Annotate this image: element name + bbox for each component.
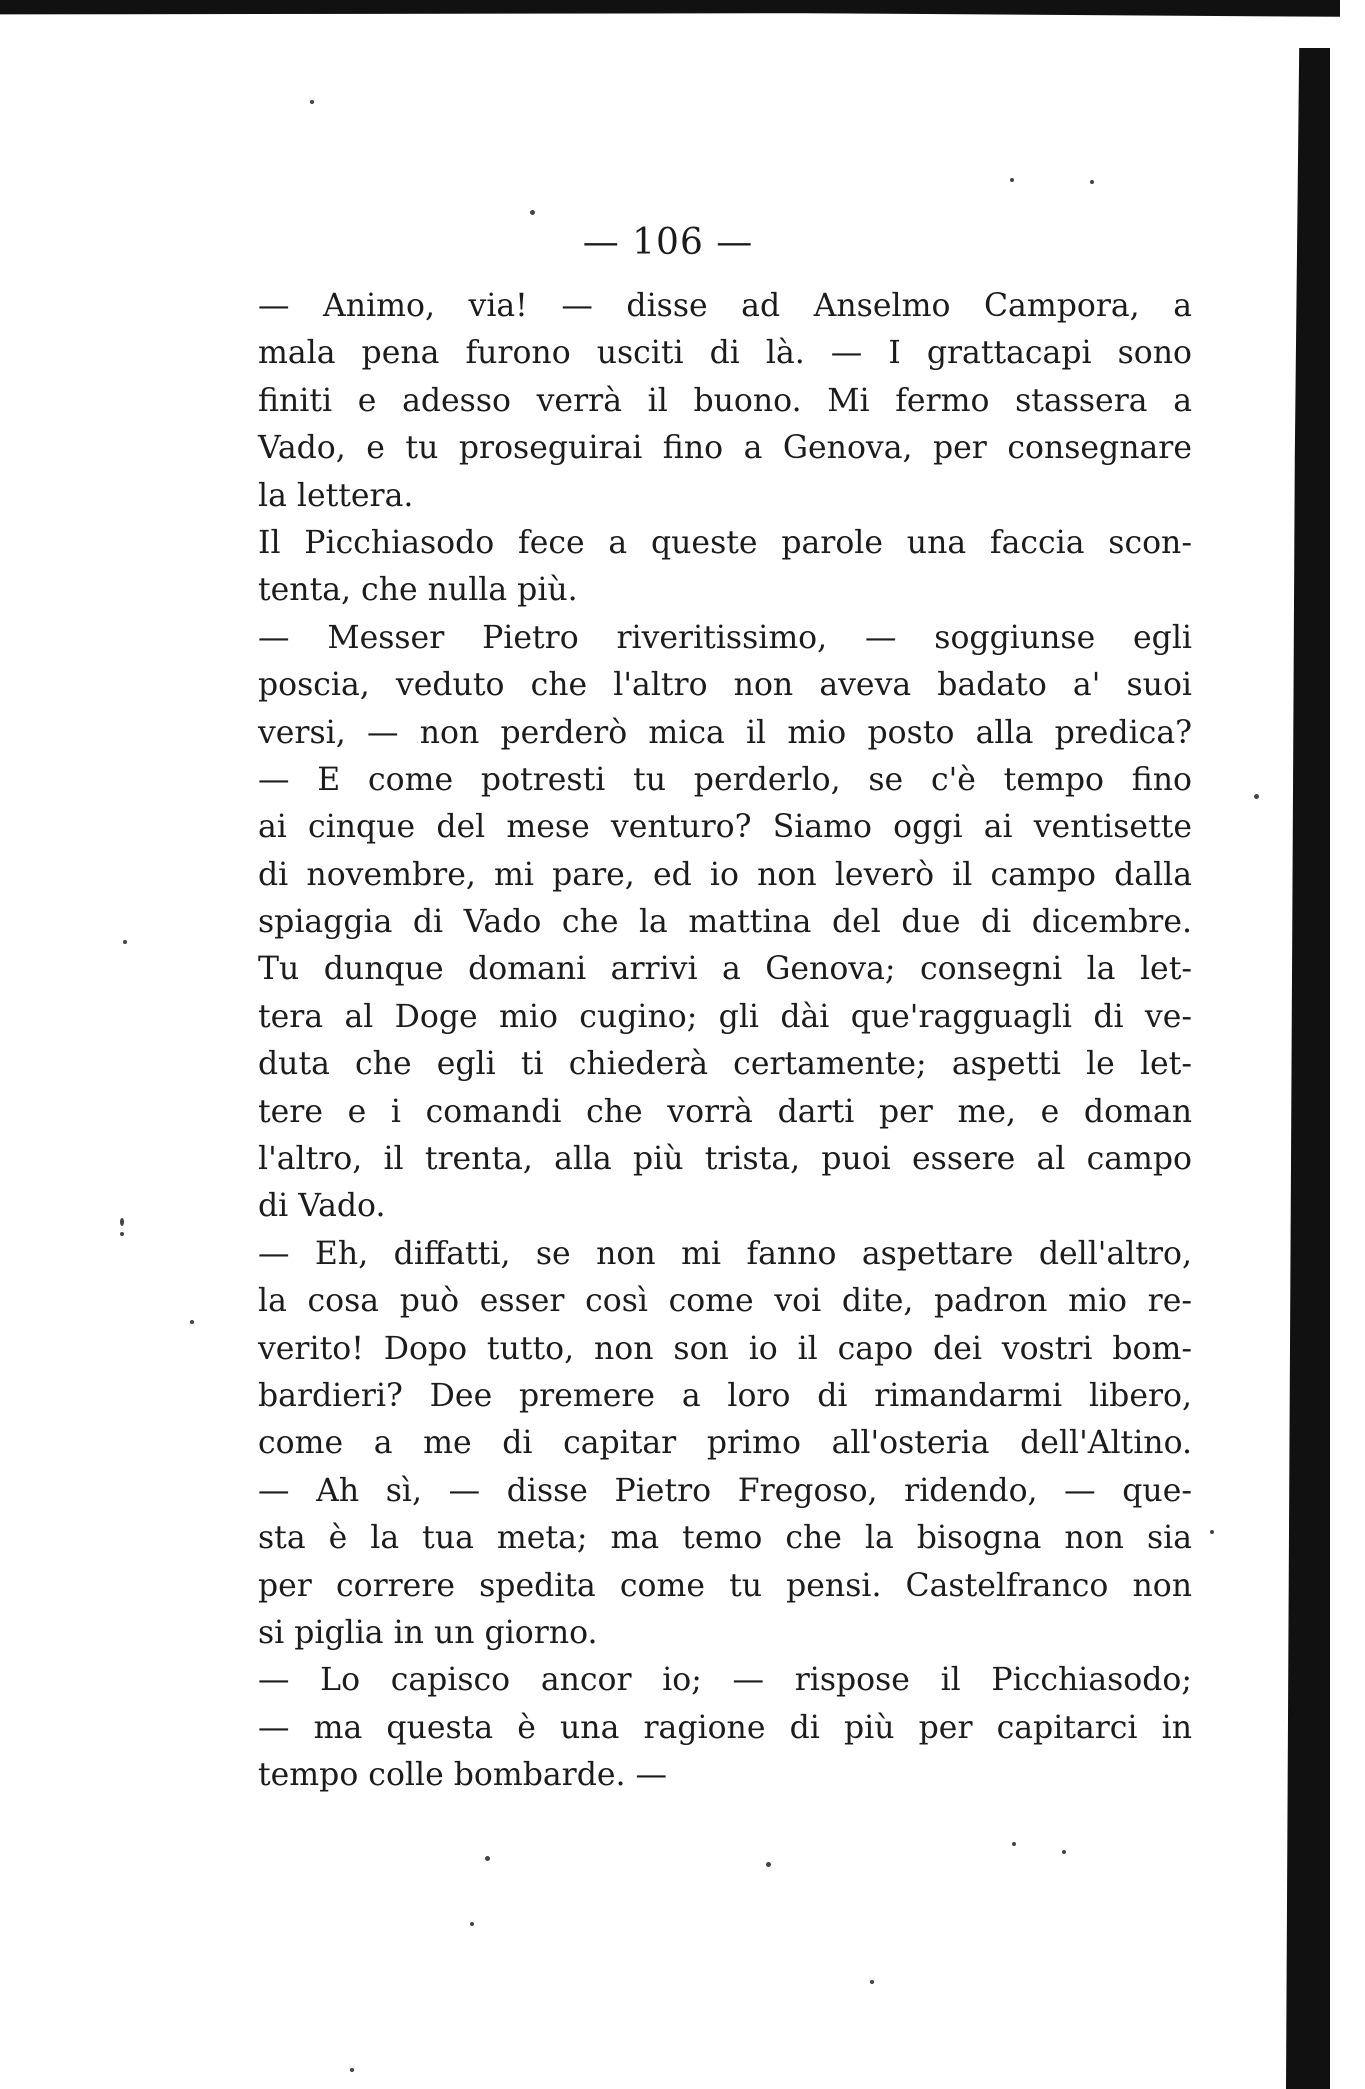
scan-speck: [470, 1922, 474, 1926]
scan-speck: [190, 1320, 194, 1324]
body-text: [258, 283, 1192, 1800]
text-line: — Animo, via! — disse ad Anselmo Campora, a: [258, 288, 1192, 324]
scan-speck: [350, 2068, 354, 2072]
text-line: spiaggia di Vado che la mattina del due di dicembre.: [258, 904, 1192, 941]
scan-speck: [1012, 1842, 1016, 1846]
text-line: la lettera.: [258, 477, 414, 514]
text-line: Vado, e tu proseguirai fino a Genova, per consegnare: [258, 430, 1192, 467]
text-line: — ma questa è una ragione di più per capitarci in: [258, 1709, 1192, 1746]
top-border-rule: [0, 0, 1340, 24]
scan-speck: [530, 210, 535, 215]
scan-speck: [120, 1218, 124, 1226]
text-line: versi, — non perderò mica il mio posto alla predica?: [258, 714, 1192, 751]
text-line: poscia, veduto che l'altro non aveva badato a' suoi: [258, 667, 1192, 704]
scan-speck: [485, 1856, 490, 1861]
text-line: sta è la tua meta; ma temo che la bisogna non sia: [258, 1520, 1192, 1557]
scan-speck: [766, 1862, 771, 1867]
text-line: di Vado.: [258, 1188, 386, 1225]
text-line: come a me di capitar primo all'osteria dell'Altino.: [258, 1425, 1192, 1462]
page-number: — 106 —: [582, 222, 754, 263]
text-line: verito! Dopo tutto, non son io il capo dei vostri bom-: [258, 1330, 1192, 1367]
scan-speck: [1062, 1850, 1066, 1854]
scan-speck: [123, 940, 127, 944]
text-line: — Lo capisco ancor io; — rispose il Picchiasodo;: [258, 1662, 1192, 1699]
scan-speck: [870, 1980, 874, 1984]
right-page-edge: [1286, 48, 1330, 2089]
text-line: — E come potresti tu perderlo, se c'è tempo fino: [258, 761, 1192, 798]
text-line: — Eh, diffatti, se non mi fanno aspettare dell'altro,: [258, 1235, 1192, 1272]
text-line: bardieri? Dee premere a loro di rimandarmi libero,: [258, 1377, 1192, 1414]
scan-speck: [120, 1232, 124, 1236]
text-line: si piglia in un giorno.: [258, 1614, 598, 1651]
text-line: duta che egli ti chiederà certamente; aspetti le let-: [258, 1046, 1192, 1083]
scan-speck: [1090, 180, 1094, 184]
text-line: — Ah sì, — disse Pietro Fregoso, ridendo, — que-: [258, 1472, 1192, 1509]
text-line: tenta, che nulla più.: [258, 572, 578, 609]
text-line: Il Picchiasodo fece a queste parole una faccia scon-: [258, 524, 1192, 561]
text-line: la cosa può esser così come voi dite, padron mio re-: [258, 1283, 1192, 1320]
text-line: tere e i comandi che vorrà darti per me, e doman: [258, 1093, 1192, 1130]
text-line: l'altro, il trenta, alla più trista, puoi essere al campo: [258, 1141, 1192, 1178]
text-line: per correre spedita come tu pensi. Castelfranco non: [258, 1567, 1192, 1604]
scan-speck: [1254, 794, 1259, 799]
text-line: tempo colle bombarde. —: [258, 1757, 668, 1794]
text-line: Tu dunque domani arrivi a Genova; consegni la let-: [258, 951, 1192, 988]
text-line: ai cinque del mese venturo? Siamo oggi ai ventisette: [258, 809, 1192, 846]
text-line: di novembre, mi pare, ed io non leverò il campo dalla: [258, 856, 1192, 893]
text-line: finiti e adesso verrà il buono. Mi fermo stassera a: [258, 382, 1192, 419]
text-line: tera al Doge mio cugino; gli dài que'ragguagli di ve-: [258, 998, 1192, 1035]
scan-speck: [1210, 1530, 1214, 1534]
text-line: mala pena furono usciti di là. — I grattacapi sono: [258, 335, 1192, 372]
scan-speck: [310, 100, 314, 104]
text-line: — Messer Pietro riveritissimo, — soggiunse egli: [258, 619, 1192, 656]
scan-speck: [1010, 178, 1014, 182]
